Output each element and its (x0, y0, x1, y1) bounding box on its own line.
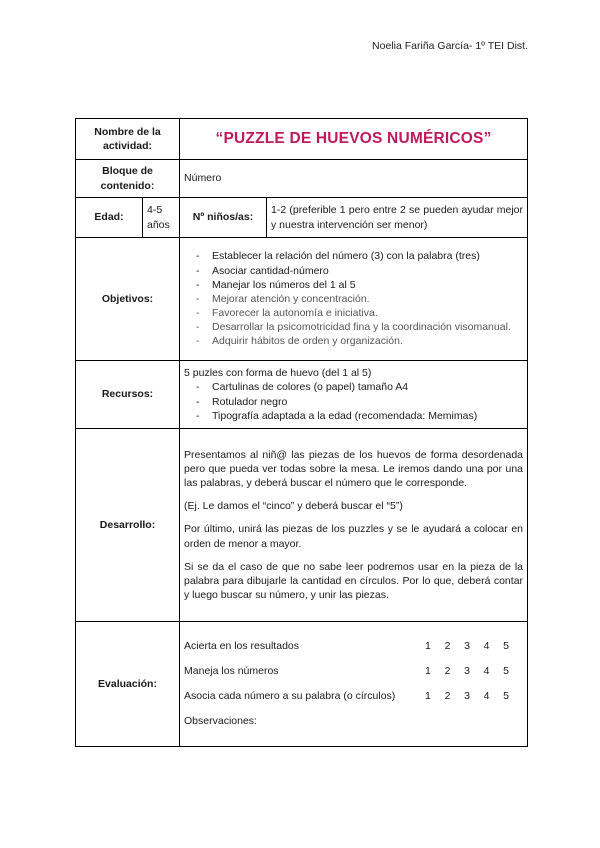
development-paragraph: Si se da el caso de que no sabe leer podremos usar en la pieza de la palabra para dibujarle la cantidad en círculos. Por lo que, deberá contar y luego buscar su número, y unir las piezas. (184, 560, 524, 602)
resources-list (184, 380, 523, 423)
evaluation-criterion (184, 684, 523, 709)
resources-label: Recursos: (76, 361, 180, 429)
objective-item: - Mejorar atención y concentración. (196, 292, 523, 306)
scale-value: 3 (464, 665, 470, 678)
kids-value: 1-2 (preferible 1 pero entre 2 se pueden ayudar mejor y nuestra intervención ser menor) (267, 198, 528, 238)
author-header: Noelia Fariña García- 1º TEI Dist. (372, 40, 528, 52)
objectives-label: Objetivos: (76, 238, 180, 361)
scale-value: 1 (425, 640, 431, 653)
evaluation-criterion (184, 634, 523, 659)
scale-value: 1 (425, 665, 431, 678)
scale-value: 2 (444, 665, 451, 678)
criterion-text: Maneja los números (184, 665, 279, 678)
age-value: 4-5 años (143, 198, 180, 238)
objective-item: - Favorecer la autonomía e iniciativa. (196, 306, 523, 320)
objective-item: - Establecer la relación del número (3) con la palabra (tres) (196, 249, 523, 263)
development-paragraph: Presentamos al niñ@ las piezas de los huevos de forma desordenada pero que pueda ver todas sobre la mesa. Le iremos dando una por una las palabras, y deberá buscar el número que le corresponde. (184, 448, 524, 490)
kids-label: Nº niños/as: (180, 198, 267, 238)
evaluation-label: Evaluación: (76, 622, 180, 747)
scale-value: 2 (444, 690, 451, 703)
resources-intro: 5 puzles con forma de huevo (del 1 al 5) (184, 367, 372, 380)
scale-value: 3 (464, 690, 470, 703)
evaluation-criterion (184, 659, 523, 684)
development-label: Desarrollo: (76, 429, 180, 622)
scale-value: 4 (483, 640, 490, 653)
scale-value: 1 (425, 690, 431, 703)
criterion-text: Asocia cada número a su palabra (o círculos) (184, 690, 396, 703)
resource-item: - Tipografía adaptada a la edad (recomendada: Memimas) (196, 409, 523, 423)
criterion-text: Acierta en los resultados (184, 640, 299, 653)
development-cell (180, 429, 528, 622)
objectives-list-secondary (184, 292, 523, 349)
objectives-list (184, 249, 523, 292)
development-paragraph: Por último, unirá las piezas de los puzzles y se le ayudará a colocar en orden de menor a mayor. (184, 523, 524, 550)
resource-item: - Cartulinas de colores (o papel) tamaño A4 (196, 380, 523, 394)
rating-scale (425, 639, 509, 653)
activity-title: “PUZZLE DE HUEVOS NUMÉRICOS” (180, 119, 528, 160)
scale-value: 3 (464, 640, 470, 653)
evaluation-cell (180, 622, 528, 747)
activity-name-label: Nombre de la actividad: (76, 119, 180, 160)
objective-item: - Manejar los números del 1 al 5 (196, 278, 523, 292)
objective-item: - Adquirir hábitos de orden y organización. (196, 334, 523, 348)
content-block-value: Número (180, 160, 528, 198)
observations-label: Observaciones: (184, 715, 257, 728)
scale-value: 4 (483, 665, 490, 678)
scale-value: 4 (483, 690, 490, 703)
scale-value: 5 (503, 665, 509, 678)
content-block-label: Bloque de contenido: (76, 160, 180, 198)
objective-item: - Desarrollar la psicomotricidad fina y la coordinación visomanual. (196, 320, 523, 334)
rating-scale (425, 689, 509, 703)
scale-value: 5 (503, 640, 509, 653)
rating-scale (425, 664, 509, 678)
objective-item: - Asociar cantidad-número (196, 264, 523, 278)
activity-table (75, 118, 528, 747)
resource-item: - Rotulador negro (196, 395, 523, 409)
age-label: Edad: (76, 198, 143, 238)
scale-value: 5 (503, 690, 509, 703)
scale-value: 2 (444, 640, 451, 653)
resources-cell (180, 361, 528, 429)
development-paragraph: (Ej. Le damos el “cinco” y deberá buscar el “5”) (184, 500, 403, 513)
objectives-cell (180, 238, 528, 361)
